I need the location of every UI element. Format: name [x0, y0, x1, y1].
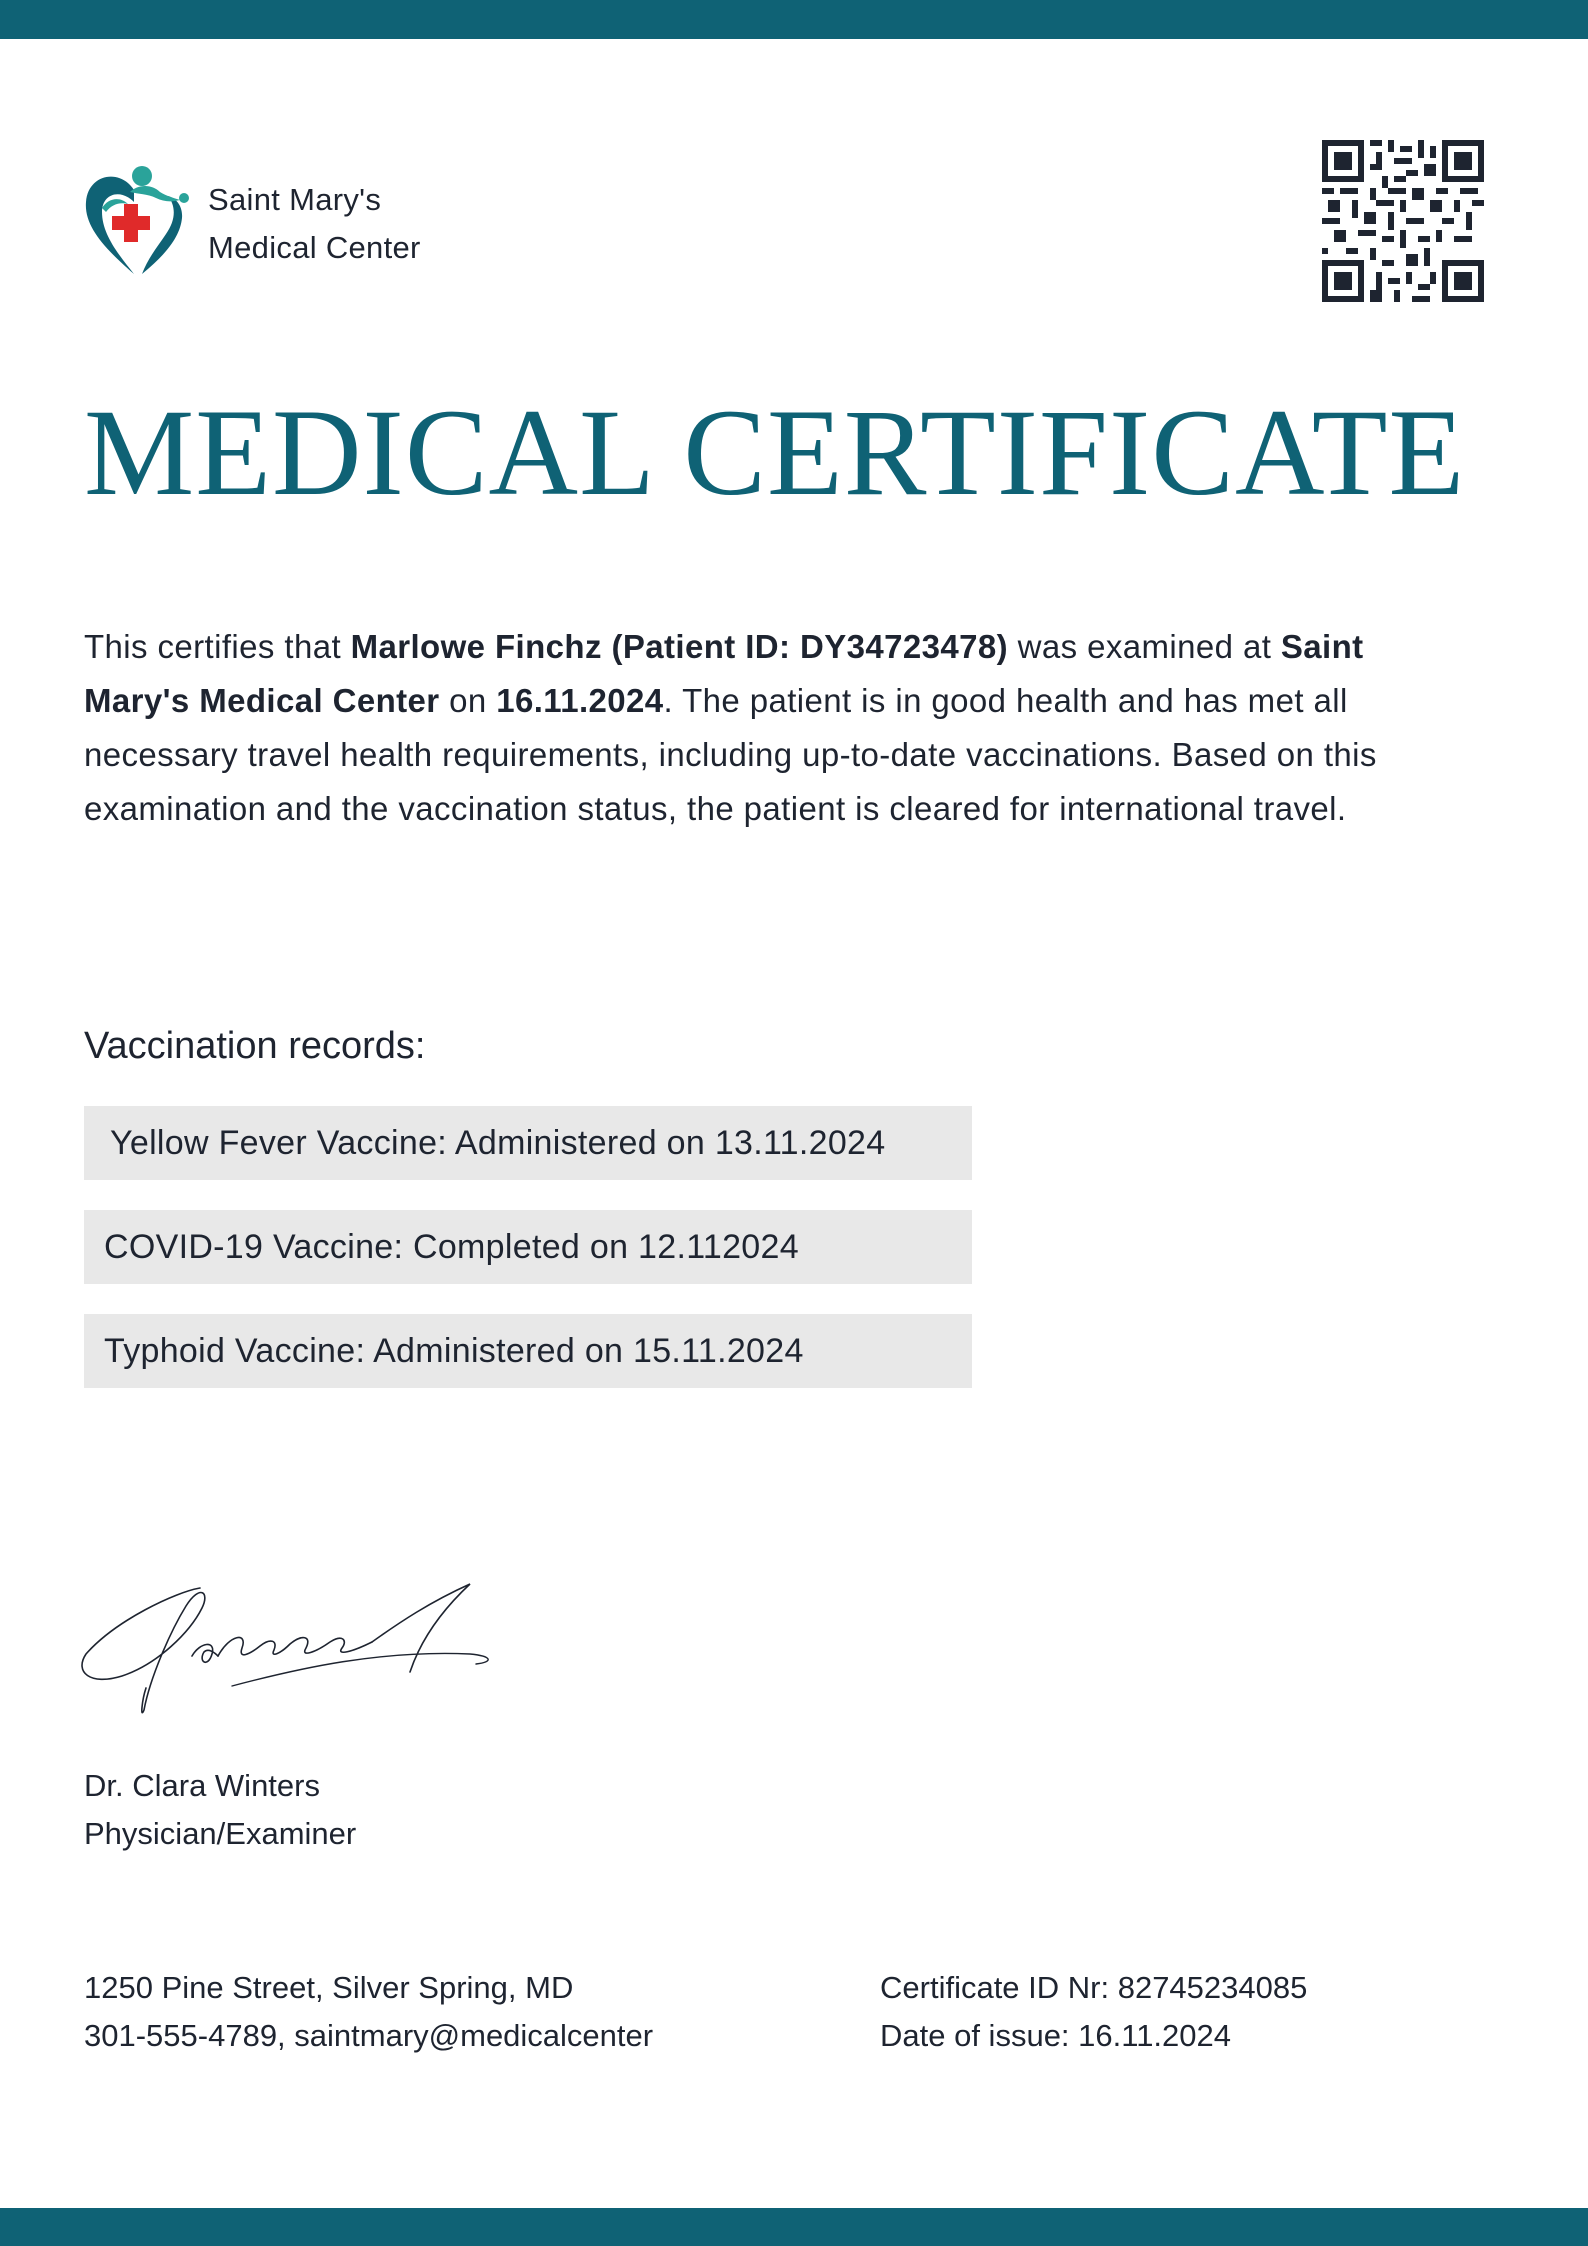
organization-name [208, 176, 421, 272]
vaccination-record-yellow-fever: Yellow Fever Vaccine: Administered on 13.11.2024 [84, 1106, 972, 1180]
footer-contact-block [84, 1964, 653, 2060]
statement-text-2: was examined at [1008, 628, 1281, 665]
bottom-accent-band [0, 2208, 1588, 2246]
organization-name-line1: Saint Mary's [208, 182, 382, 217]
date-of-issue: Date of issue: 16.11.2024 [880, 2018, 1232, 2053]
handwritten-signature [80, 1582, 500, 1722]
certification-statement [84, 620, 1404, 836]
exam-date: 16.11.2024 [496, 682, 664, 719]
organization-name-line2: Medical Center [208, 230, 421, 265]
qr-code-icon [1322, 140, 1484, 302]
patient-name-id: Marlowe Finchz (Patient ID: DY34723478) [350, 628, 1009, 665]
statement-text-4: . The patient is in good health and has met all necessary travel health requirements, including up-to-date vaccinations. Based on this examination and the vaccination status, the patient is cleared for international travel. [84, 682, 1377, 827]
footer-contact: 301-555-4789, saintmary@medicalcenter [84, 2018, 654, 2053]
signer-role: Physician/Examiner [84, 1816, 357, 1851]
footer-certificate-block [880, 1964, 1307, 2060]
certificate-id: Certificate ID Nr: 82745234085 [880, 1970, 1308, 2005]
certificate-title: MEDICAL CERTIFICATE [84, 384, 1466, 521]
signer-name: Dr. Clara Winters [84, 1768, 320, 1803]
top-accent-band [0, 0, 1588, 39]
vaccination-records-heading: Vaccination records: [84, 1025, 426, 1067]
facility-name: Saint Mary's Medical Center [84, 628, 1364, 719]
signer-block [84, 1762, 356, 1858]
vaccination-record-typhoid: Typhoid Vaccine: Administered on 15.11.2024 [84, 1314, 972, 1388]
vaccination-record-covid-19: COVID-19 Vaccine: Completed on 12.112024 [84, 1210, 972, 1284]
statement-text-1: This certifies that [84, 628, 351, 665]
statement-text-3: on [439, 682, 497, 719]
footer-address: 1250 Pine Street, Silver Spring, MD [84, 1970, 574, 2005]
medical-center-logo [80, 162, 192, 280]
